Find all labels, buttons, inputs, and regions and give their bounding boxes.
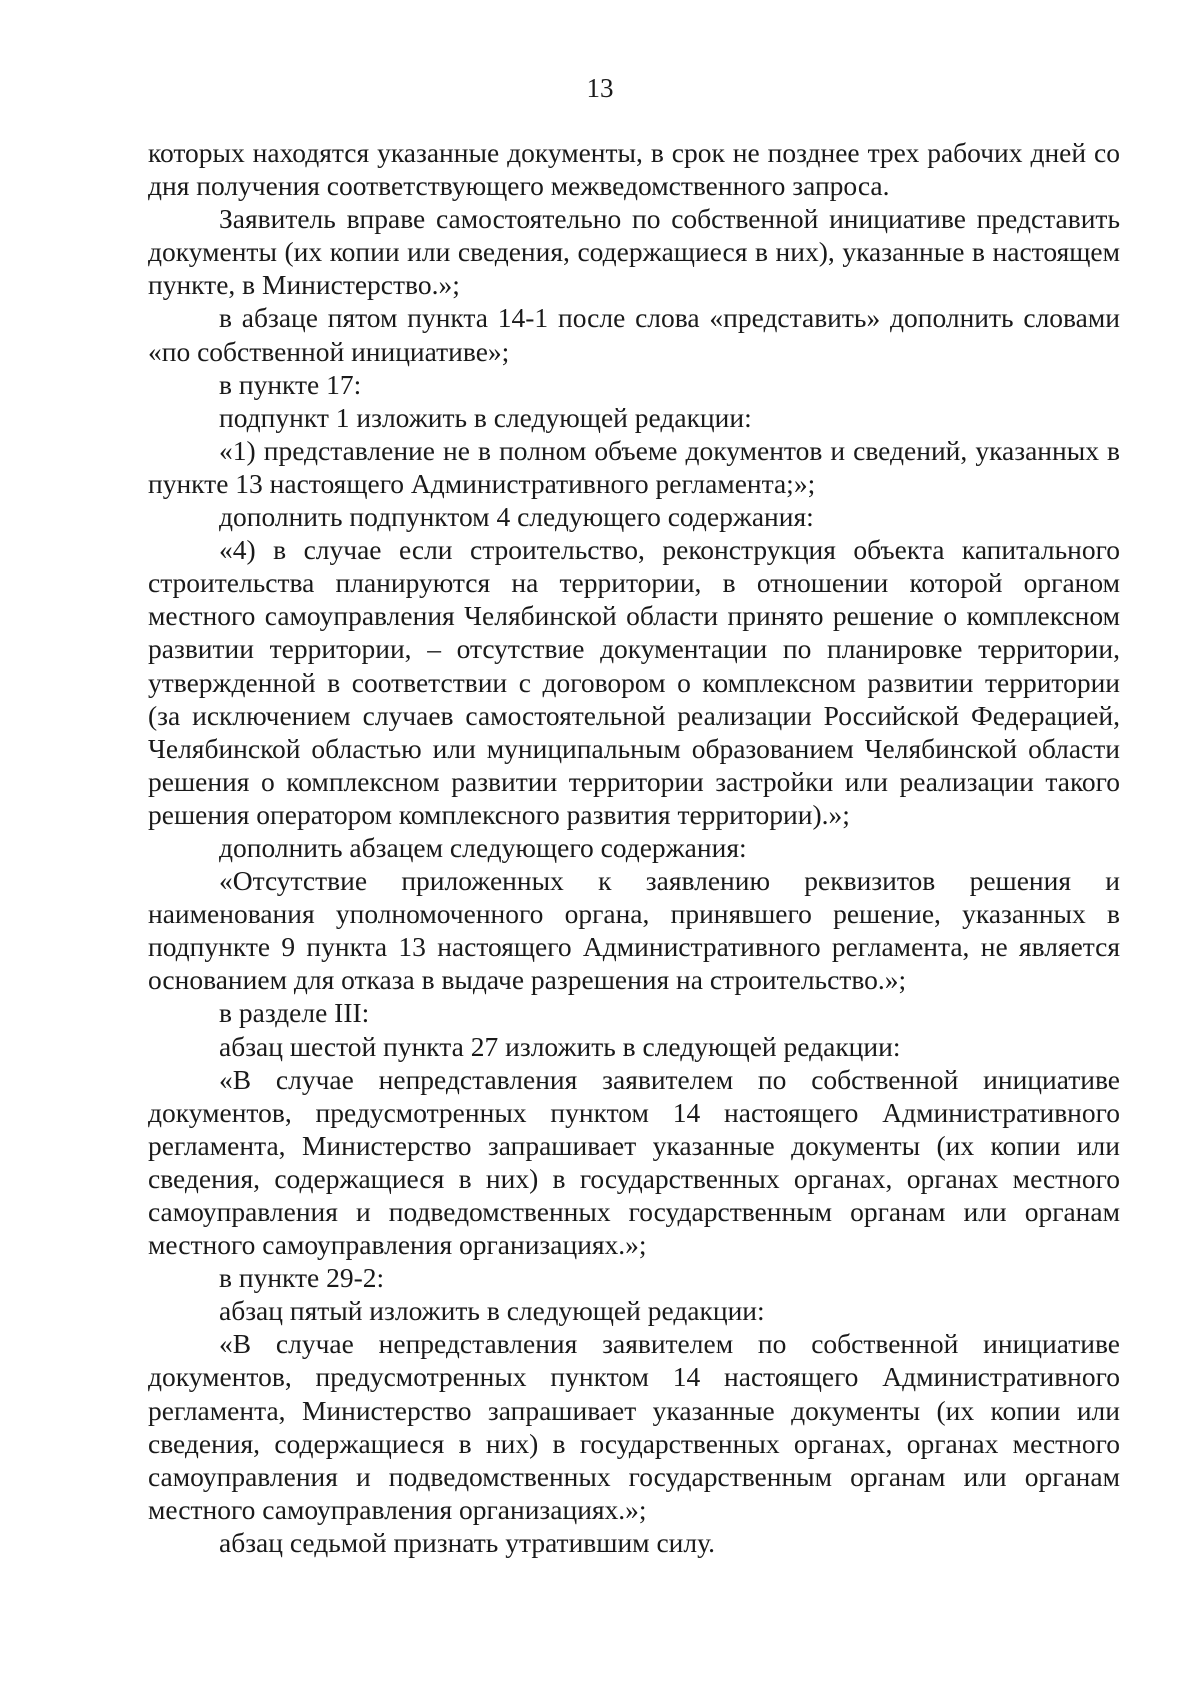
paragraph: Заявитель вправе самостоятельно по собственной инициативе представить документы (их копии или сведения, содержащиеся в них), указанные в настоящем пункте, в Министерство.»; [148, 203, 1120, 301]
paragraph: в разделе III: [219, 997, 370, 1029]
paragraph: «Отсутствие приложенных к заявлению реквизитов решения и наименования уполномоченного органа, принявшего решение, указанных в подпункте 9 пункта 13 настоящего Административного регламента, не является основанием для отказа в выдаче разрешения на строительство.»; [148, 865, 1120, 996]
paragraph: дополнить подпунктом 4 следующего содержания: [219, 501, 814, 533]
document-body [148, 136, 1120, 1559]
paragraph: «1) представление не в полном объеме документов и сведений, указанных в пункте 13 настоящего Административного регламента;»; [148, 434, 1120, 499]
paragraph: абзац пятый изложить в следующей редакции: [219, 1295, 765, 1327]
paragraph: которых находятся указанные документы, в срок не позднее трех рабочих дней со дня получения соответствующего межведомственного запроса. [148, 137, 1120, 202]
paragraph: абзац седьмой признать утратившим силу. [219, 1526, 715, 1558]
paragraph: «В случае непредставления заявителем по собственной инициативе документов, предусмотренных пунктом 14 настоящего Административного регламента, Министерство запрашивает указанные документы (их копии или сведения, содержащиеся в них) в государственных органах, органах местного самоуправления и подведомственных государственным органам или органам местного самоуправления организациях.»; [148, 1063, 1120, 1261]
page-number: 13 [586, 73, 614, 103]
paragraph: в пункте 17: [219, 368, 362, 400]
paragraph: дополнить абзацем следующего содержания: [219, 831, 747, 863]
paragraph: «В случае непредставления заявителем по собственной инициативе документов, предусмотренных пунктом 14 настоящего Административного регламента, Министерство запрашивает указанные документы (их копии или сведения, содержащиеся в них) в государственных органах, органах местного самоуправления и подведомственных государственным органам или органам местного самоуправления организациях.»; [148, 1328, 1120, 1525]
paragraph: в абзаце пятом пункта 14-1 после слова «представить» дополнить словами «по собственной инициативе»; [148, 302, 1120, 367]
paragraph: подпункт 1 изложить в следующей редакции: [219, 401, 752, 433]
paragraph: в пункте 29-2: [219, 1262, 385, 1294]
paragraph: «4) в случае если строительство, реконструкция объекта капитального строительства планируются на территории, в отношении которой органом местного самоуправления Челябинской области принято решение о комплексном развитии территории, – отсутствие документации по планировке территории, утвержденной в соответствии с договором о комплексном развитии территории (за исключением случаев самостоятельной реализации Российской Федерацией, Челябинской областью или муниципальным образованием Челябинской области решения о комплексном развитии территории застройки или реализации такого решения оператором комплексного развития территории).»; [148, 534, 1120, 830]
paragraph: абзац шестой пункта 27 изложить в следующей редакции: [219, 1030, 901, 1062]
